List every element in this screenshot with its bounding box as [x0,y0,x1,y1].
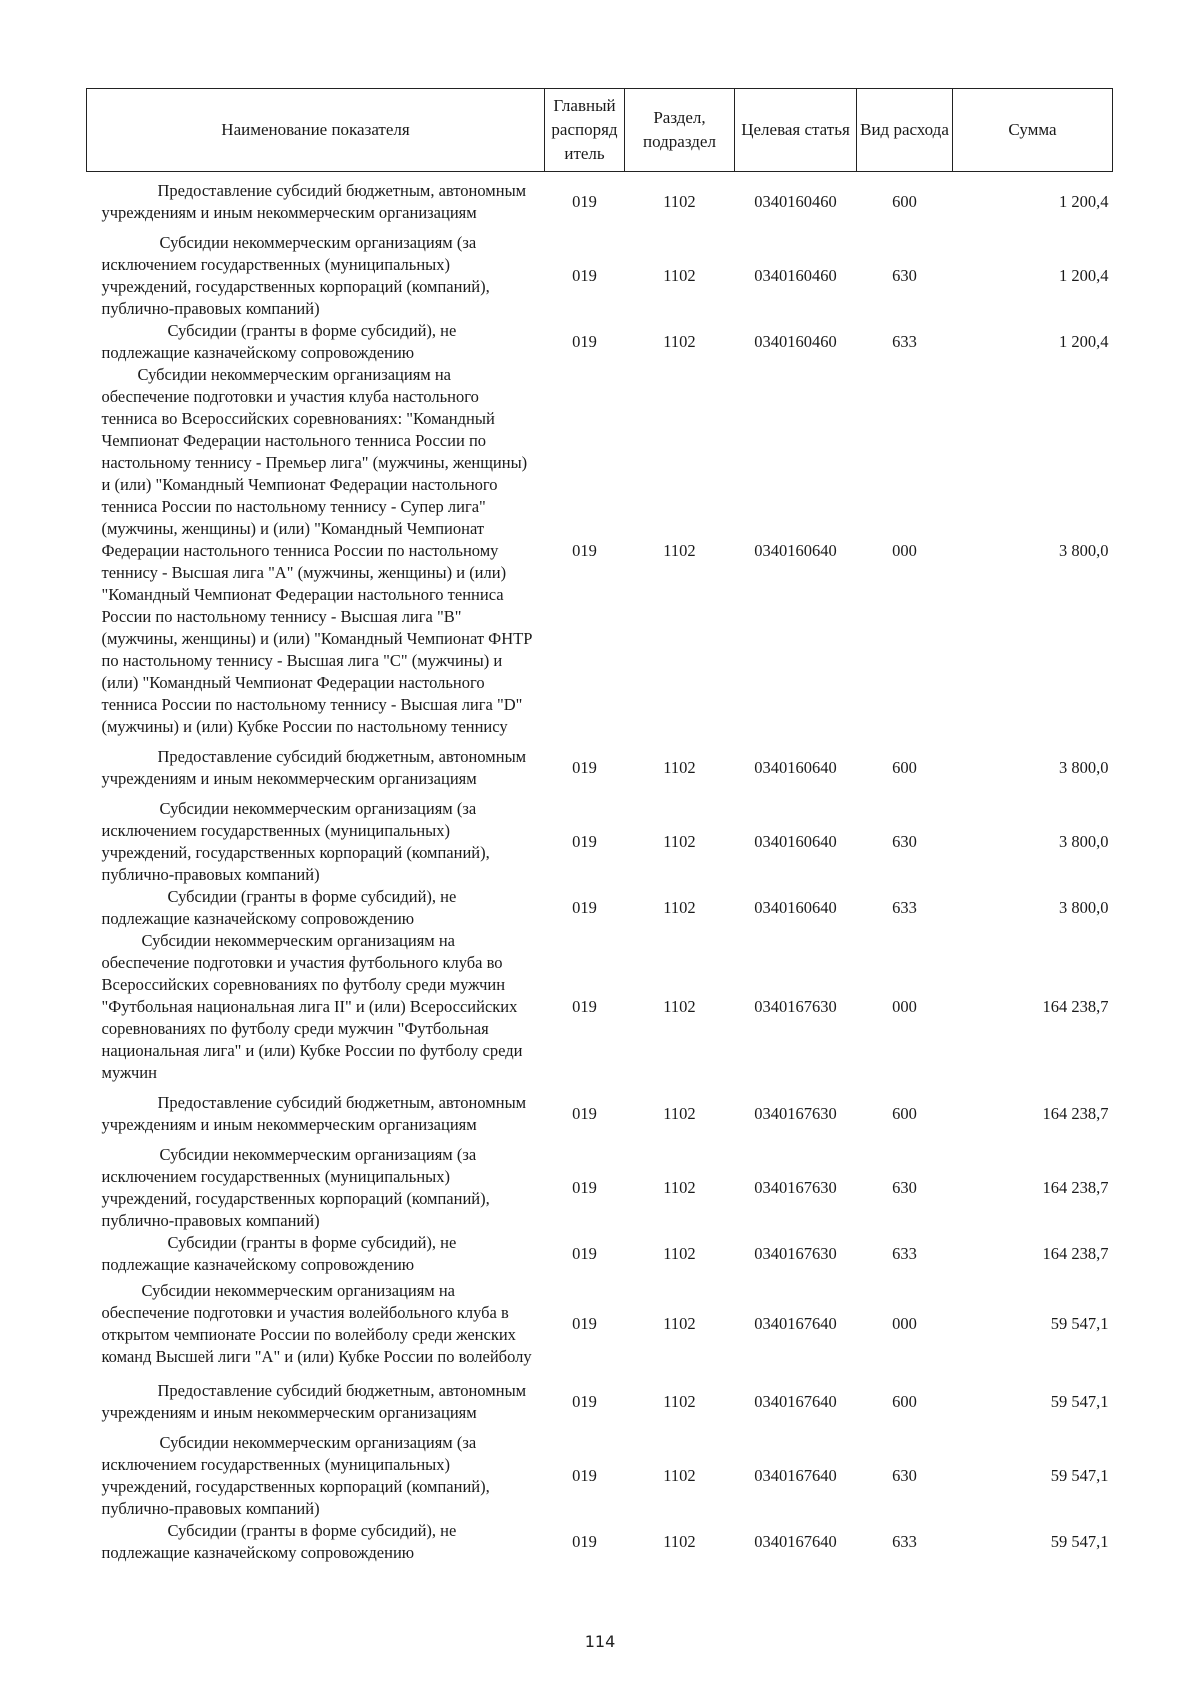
row-section-cell: 1102 [663,331,696,351]
row-name-text: Субсидии некоммерческим организациям на обеспечение подготовки и участия клуба настольного тенниса во Всероссийских соревнованиях: "Командный Чемпионат Федерации настольного тенниса России по настольному теннису - Премьер лига" (мужчины, женщины) и (или) "Командный Чемпионат Федерации настольного тенниса России по настольному теннису - Супер лига" (мужчины, женщины) и (или) "Командный Чемпионат Федерации настольного тенниса России по настольному теннису - Высшая лига "А" (мужчины, женщины) и (или) "Командный Чемпионат Федерации настольного тенниса России по настольному теннису - Высшая лига "В" (мужчины, женщины) и (или) "Командный Чемпионат ФНТР по настольному теннису - Высшая лига "С" (мужчины) и (или) "Командный Чемпионат Федерации настольного тенниса России по настольному теннису - Высшая лига "D" (мужчины) и (или) Кубке России по настольному теннису [101,364,533,736]
row-name-text: Субсидии (гранты в форме субсидий), не подлежащие казначейскому сопровождению [101,886,457,928]
row-section-cell: 1102 [663,1103,696,1123]
row-kind-cell: 633 [892,331,917,351]
header-article: Целевая статья [735,89,857,172]
row-sum-cell: 164 238,7 [1042,1177,1109,1197]
row-section-cell: 1102 [663,540,696,560]
row-section-cell: 1102 [663,1391,696,1411]
row-kind-cell: 000 [892,540,917,560]
header-name: Наименование показателя [87,89,545,172]
row-name-text: Субсидии (гранты в форме субсидий), не подлежащие казначейскому сопровождению [101,1520,457,1562]
row-admin-cell: 019 [572,1391,597,1411]
row-section-cell: 1102 [663,1531,696,1551]
row-admin-cell: 019 [572,191,597,211]
row-kind-cell: 630 [892,265,917,285]
row-admin-cell: 019 [572,1243,597,1263]
row-name-text: Субсидии некоммерческим организациям (за исключением государственных (муниципальных) учреждений, государственных корпораций (компаний), публично-правовых компаний) [101,1144,490,1230]
row-name-text: Субсидии некоммерческим организациям (за исключением государственных (муниципальных) учреждений, государственных корпораций (компаний), публично-правовых компаний) [101,232,490,318]
row-name-text: Предоставление субсидий бюджетным, автономным учреждениям и иным некоммерческим организациям [101,1092,527,1134]
row-name-text: Субсидии (гранты в форме субсидий), не подлежащие казначейскому сопровождению [101,320,457,362]
row-article-cell: 0340167640 [754,1465,837,1485]
table-row [87,1084,1113,1144]
row-admin-cell: 019 [572,996,597,1016]
table-body [87,172,1113,1564]
row-article-cell: 0340160460 [754,331,837,351]
row-article-cell: 0340167640 [754,1391,837,1411]
row-section-cell: 1102 [663,831,696,851]
header-admin: Главный распоряд итель [545,89,625,172]
row-article-cell: 0340167630 [754,1103,837,1123]
row-article-cell: 0340160460 [754,191,837,211]
row-kind-cell: 000 [892,996,917,1016]
row-section-cell: 1102 [663,1465,696,1485]
row-article-cell: 0340160460 [754,265,837,285]
table-row [87,1520,1113,1564]
row-section-cell: 1102 [663,897,696,917]
row-kind-cell: 630 [892,1465,917,1485]
row-name-cell [87,798,545,886]
budget-table-container [86,88,1112,1564]
row-admin-cell: 019 [572,331,597,351]
row-name-cell [87,738,545,798]
row-name-text: Предоставление субсидий бюджетным, автономным учреждениям и иным некоммерческим организациям [101,180,527,222]
row-article-cell: 0340160640 [754,831,837,851]
row-name-cell [87,1276,545,1372]
row-article-cell: 0340167630 [754,996,837,1016]
row-section-cell: 1102 [663,1313,696,1333]
row-name-cell [87,1084,545,1144]
row-article-cell: 0340167630 [754,1243,837,1263]
table-row [87,798,1113,886]
table-row [87,172,1113,232]
row-name-cell [87,232,545,320]
row-name-text: Субсидии некоммерческим организациям (за исключением государственных (муниципальных) учреждений, государственных корпораций (компаний), публично-правовых компаний) [101,1432,490,1518]
row-sum-cell: 164 238,7 [1042,1243,1109,1263]
table-row [87,1432,1113,1520]
row-name-cell [87,886,545,930]
table-row [87,930,1113,1084]
table-row [87,738,1113,798]
row-sum-cell: 164 238,7 [1042,1103,1109,1123]
row-admin-cell: 019 [572,265,597,285]
row-admin-cell: 019 [572,540,597,560]
row-name-text: Субсидии (гранты в форме субсидий), не подлежащие казначейскому сопровождению [101,1232,457,1274]
row-section-cell: 1102 [663,1177,696,1197]
row-kind-cell: 630 [892,831,917,851]
row-section-cell: 1102 [663,996,696,1016]
table-row [87,320,1113,364]
budget-table [86,88,1113,1564]
table-row [87,1144,1113,1232]
row-name-cell [87,1520,545,1564]
row-admin-cell: 019 [572,831,597,851]
table-row [87,1232,1113,1276]
row-sum-cell: 59 547,1 [1050,1531,1109,1551]
header-section: Раздел, подраздел [625,89,735,172]
row-admin-cell: 019 [572,1313,597,1333]
row-section-cell: 1102 [663,757,696,777]
row-article-cell: 0340160640 [754,540,837,560]
row-kind-cell: 633 [892,897,917,917]
row-admin-cell: 019 [572,1103,597,1123]
table-row [87,364,1113,738]
row-article-cell: 0340167640 [754,1313,837,1333]
row-article-cell: 0340167630 [754,1177,837,1197]
row-section-cell: 1102 [663,1243,696,1263]
table-row [87,232,1113,320]
header-sum: Сумма [953,89,1113,172]
row-admin-cell: 019 [572,1465,597,1485]
row-name-cell [87,1144,545,1232]
row-name-text: Предоставление субсидий бюджетным, автономным учреждениям и иным некоммерческим организациям [101,1380,527,1422]
row-sum-cell: 3 800,0 [1059,540,1109,560]
row-kind-cell: 600 [892,1391,917,1411]
row-name-text: Субсидии некоммерческим организациям (за исключением государственных (муниципальных) учреждений, государственных корпораций (компаний), публично-правовых компаний) [101,798,490,884]
row-sum-cell: 1 200,4 [1059,265,1109,285]
row-name-text: Предоставление субсидий бюджетным, автономным учреждениям и иным некоммерческим организациям [101,746,527,788]
row-section-cell: 1102 [663,265,696,285]
table-header [87,89,1113,172]
row-admin-cell: 019 [572,1531,597,1551]
row-kind-cell: 600 [892,191,917,211]
row-sum-cell: 3 800,0 [1059,831,1109,851]
page-number: 114 [584,1632,616,1651]
row-article-cell: 0340167640 [754,1531,837,1551]
row-name-cell [87,1232,545,1276]
row-sum-cell: 59 547,1 [1050,1391,1109,1411]
row-kind-cell: 600 [892,757,917,777]
row-name-cell [87,930,545,1084]
row-name-cell [87,364,545,738]
table-row [87,886,1113,930]
row-sum-cell: 59 547,1 [1050,1465,1109,1485]
row-kind-cell: 630 [892,1177,917,1197]
row-name-text: Субсидии некоммерческим организациям на обеспечение подготовки и участия волейбольного клуба в открытом чемпионате России по волейболу среди женских команд Высшей лиги "А" и (или) Кубке России по волейболу [101,1280,532,1366]
row-kind-cell: 633 [892,1243,917,1263]
row-sum-cell: 164 238,7 [1042,996,1109,1016]
row-admin-cell: 019 [572,757,597,777]
table-row [87,1372,1113,1432]
header-kind: Вид расхода [857,89,953,172]
row-name-cell [87,172,545,232]
row-sum-cell: 59 547,1 [1050,1313,1109,1333]
row-admin-cell: 019 [572,1177,597,1197]
row-name-cell [87,1372,545,1432]
row-kind-cell: 633 [892,1531,917,1551]
row-article-cell: 0340160640 [754,757,837,777]
row-sum-cell: 3 800,0 [1059,897,1109,917]
row-sum-cell: 1 200,4 [1059,191,1109,211]
row-sum-cell: 3 800,0 [1059,757,1109,777]
row-article-cell: 0340160640 [754,897,837,917]
row-kind-cell: 000 [892,1313,917,1333]
table-row [87,1276,1113,1372]
row-section-cell: 1102 [663,191,696,211]
row-name-text: Субсидии некоммерческим организациям на обеспечение подготовки и участия футбольного клуба во Всероссийских соревнованиях по футболу среди мужчин "Футбольная национальная лига II" и (или) Всероссийских соревнованиях по футболу среди мужчин "Футбольная национальная лига" и (или) Кубке России по футболу среди мужчин [101,930,523,1082]
row-kind-cell: 600 [892,1103,917,1123]
row-name-cell [87,320,545,364]
row-sum-cell: 1 200,4 [1059,331,1109,351]
row-admin-cell: 019 [572,897,597,917]
row-name-cell [87,1432,545,1520]
